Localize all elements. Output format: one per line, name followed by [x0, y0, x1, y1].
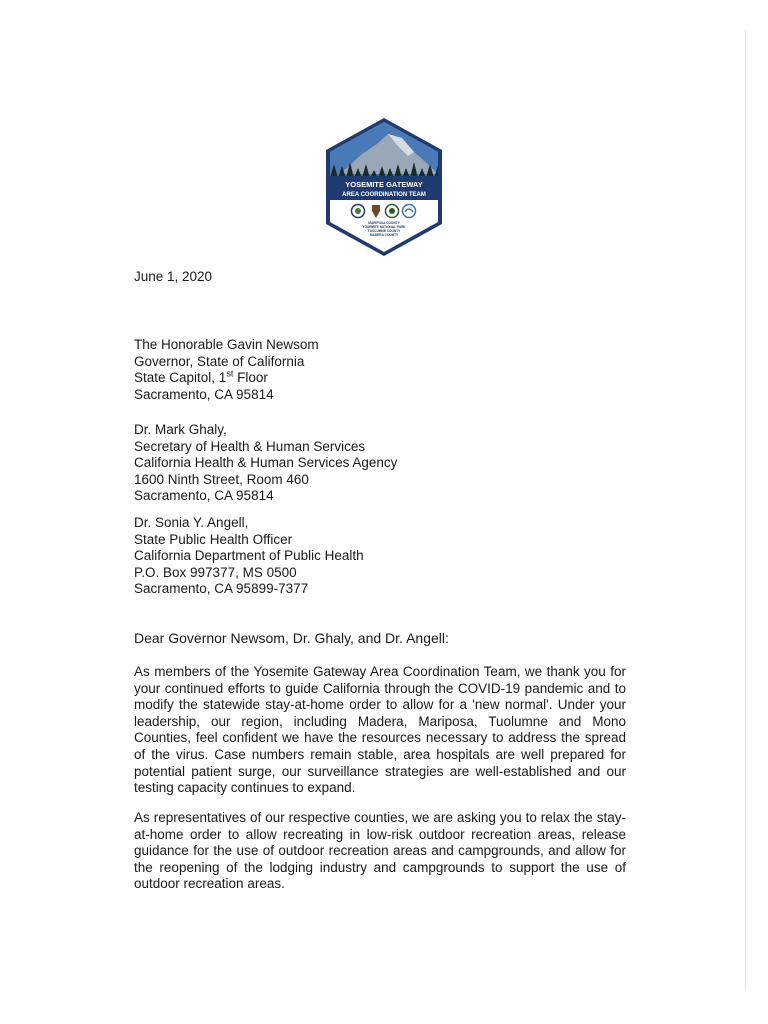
yosemite-gateway-logo — [322, 116, 446, 258]
recipient-block-angell — [134, 515, 364, 598]
recipient-street: State Capitol, 1st Floor — [134, 368, 268, 386]
recipient-title: Governor, State of California — [134, 353, 305, 369]
recipient-name: Dr. Sonia Y. Angell, — [134, 515, 249, 530]
logo-small-line-3: TUOLUMNE COUNTY — [367, 229, 401, 233]
recipient-org: California Department of Public Health — [134, 548, 364, 564]
recipient-street: 1600 Ninth Street, Room 460 — [134, 471, 309, 487]
recipient-org: California Health & Human Services Agency — [134, 455, 398, 471]
logo-small-line-4: MADERA COUNTY — [369, 233, 399, 237]
scan-edge-line — [745, 30, 746, 990]
body-paragraph-2: As representatives of our respective counties, we are asking you to relax the stay-at-home order to allow recreating in low-risk outdoor recreation areas, release guidance for the use of outdoor recreation areas and campgrounds, and allow for the reopening of the lodging industry and campgrounds to support the use of outdoor recreation areas. — [134, 810, 626, 892]
logo-small-line-1: MARIPOSA COUNTY — [368, 221, 400, 225]
recipient-city: Sacramento, CA 95814 — [134, 386, 274, 402]
salutation: Dear Governor Newsom, Dr. Ghaly, and Dr. Angell: — [134, 630, 449, 646]
body-paragraph-1: As members of the Yosemite Gateway Area Coordination Team, we thank you for your continued efforts to guide California through the COVID-19 pandemic and to modify the statewide stay-at-home order to allow for a 'new normal'. Under your leadership, our region, including Madera, Mariposa, Tuolumne and Mono Counties, feel confident we have the resources necessary to address the spread of the virus. Case numbers remain stable, area hospitals are well prepared for potential patient surge, our surveillance strategies are well-established and our testing capacity continues to expand. — [134, 664, 626, 796]
recipient-city: Sacramento, CA 95814 — [134, 488, 274, 504]
recipient-street: P.O. Box 997377, MS 0500 — [134, 564, 297, 580]
recipient-block-newsom — [134, 337, 319, 403]
recipient-city: Sacramento, CA 95899-7377 — [134, 581, 309, 597]
recipient-title: State Public Health Officer — [134, 531, 293, 547]
logo-title-line2: AREA COORDINATION TEAM — [342, 192, 426, 198]
logo-title-line1: YOSEMITE GATEWAY — [345, 180, 423, 189]
recipient-name: Dr. Mark Ghaly, — [134, 422, 227, 437]
recipient-name: The Honorable Gavin Newsom — [134, 337, 319, 352]
recipient-block-ghaly — [134, 422, 397, 505]
recipient-title: Secretary of Health & Human Services — [134, 438, 366, 454]
logo-small-line-2: YOSEMITE NATIONAL PARK — [362, 225, 406, 229]
letter-date: June 1, 2020 — [134, 269, 213, 284]
